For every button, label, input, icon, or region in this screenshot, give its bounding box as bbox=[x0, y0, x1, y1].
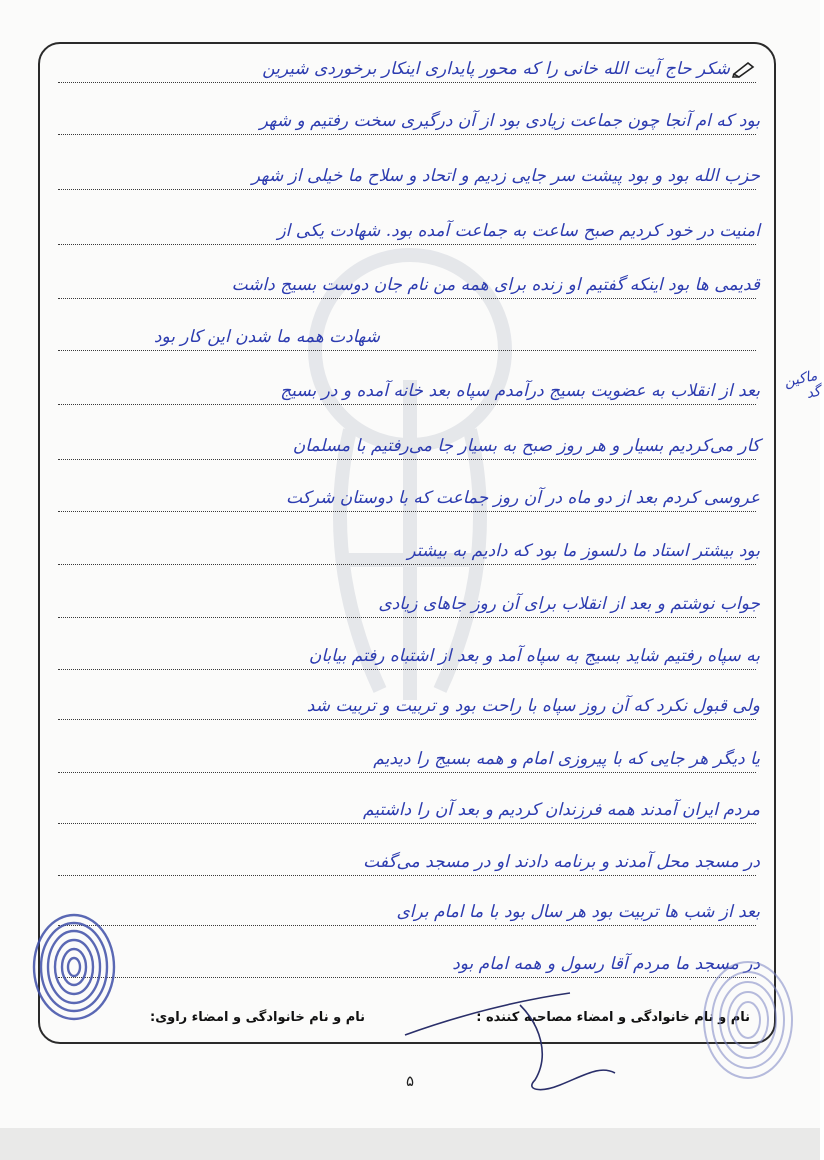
handwritten-line: بعد از انقلاب به عضویت بسیج درآمدم سپاه بعد خانه آمده و در بسیج bbox=[280, 381, 760, 401]
interviewer-signature-label: نام و نام خانوادگی و امضاء مصاحبه کننده : bbox=[476, 1010, 750, 1025]
handwritten-line: بعد از شب ها تربیت بود هر سال بود با ما امام برای bbox=[396, 902, 760, 922]
handwritten-line: بود که ام آنجا چون جماعت زیادی بود از آن درگیری سخت رفتیم و شهر bbox=[259, 111, 760, 131]
interviewer-signature bbox=[400, 985, 640, 1095]
scan-margin bbox=[0, 1128, 820, 1160]
handwritten-line: در مسجد محل آمدند و برنامه دادند او در مسجد می‌گفت bbox=[363, 852, 760, 872]
handwritten-line: جواب نوشتم و بعد از انقلاب برای آن روز جاهای زیادی bbox=[378, 594, 760, 614]
handwritten-line: در مسجد ما مردم آقا رسول و همه امام بود bbox=[452, 954, 760, 974]
handwritten-line: قدیمی ها بود اینکه گفتیم او زنده برای همه من نام جان دوست بسیج داشت bbox=[231, 275, 760, 295]
handwritten-line: بود بیشتر استاد ما دلسوز ما بود که دادیم به بیشتر bbox=[407, 541, 760, 561]
handwritten-line: امنیت در خود کردیم صبح ساعت به جماعت آمده بود. شهادت یکی از bbox=[277, 221, 760, 241]
handwritten-line: حزب الله بود و بود پیشت سر جایی زدیم و اتحاد و سلاح ما خیلی از شهر bbox=[251, 166, 760, 186]
handwritten-line: عروسی کردم بعد از دو ماه در آن روز جماعت که با دوستان شرکت bbox=[285, 488, 760, 508]
handwritten-line: کار می‌کردیم بسیار و هر روز صبح به بسیار جا می‌رفتیم با مسلمان bbox=[292, 436, 760, 456]
margin-note: ماکین گد bbox=[782, 367, 823, 403]
fingerprint-left bbox=[22, 905, 122, 1025]
handwritten-line: یا دیگر هر جایی که با پیروزی امام و همه بسیج را دیدیم bbox=[373, 749, 760, 769]
handwritten-line: شکر حاج آیت الله خانی را که محور پایداری اینکار برخوردی شیرین bbox=[262, 59, 730, 79]
handwritten-line: به سپاه رفتیم شاید بسیج به سپاه آمد و بعد از اشتباه رفتم بیابان bbox=[308, 646, 760, 666]
handwritten-line: شهادت همه ما شدن این کار بود bbox=[153, 327, 380, 347]
handwritten-line: مردم ایران آمدند همه فرزندان کردیم و بعد آن را داشتیم bbox=[363, 800, 760, 820]
narrator-signature-label: نام و نام خانوادگی و امضاء راوی: bbox=[150, 1010, 365, 1025]
handwritten-line: ولی قبول نکرد که آن روز سپاه با راحت بود و تربیت و تربیت شد bbox=[306, 696, 760, 716]
fingerprint-right bbox=[690, 950, 800, 1090]
page-number: ۵ bbox=[405, 1072, 415, 1090]
